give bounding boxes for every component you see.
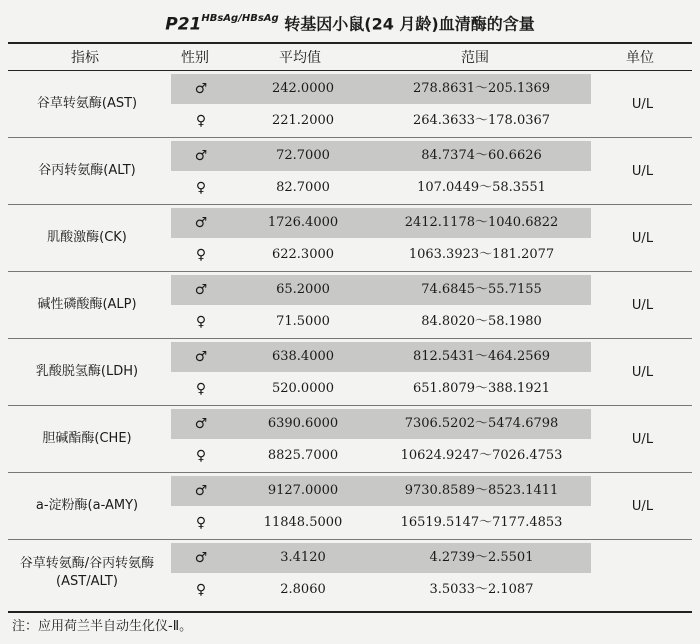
female-row bbox=[171, 507, 591, 539]
header-indicator: 指标 bbox=[71, 50, 99, 66]
average-value: 11848.5000 bbox=[263, 515, 343, 530]
range-value: 107.0449～58.3551 bbox=[417, 180, 546, 195]
unit-cell: U/L bbox=[631, 364, 654, 380]
header-sex: 性别 bbox=[181, 50, 209, 66]
table-row-group bbox=[8, 474, 692, 540]
indicator-name: 肌酸激酶(CK) bbox=[47, 230, 127, 245]
footnote: 注：应用荷兰半自动生化仪-Ⅱ。 bbox=[12, 619, 193, 634]
male-symbol-icon: ♂ bbox=[194, 550, 208, 566]
female-symbol-icon: ♀ bbox=[195, 582, 207, 598]
header-average: 平均值 bbox=[279, 50, 321, 66]
range-value: 9730.8589～8523.1411 bbox=[404, 483, 559, 498]
header-range: 范围 bbox=[461, 50, 489, 66]
female-row bbox=[171, 172, 591, 204]
row-divider bbox=[8, 539, 692, 540]
range-value: 74.6845～55.7155 bbox=[421, 282, 542, 297]
average-value: 6390.6000 bbox=[267, 416, 339, 431]
table-row-group bbox=[8, 541, 692, 607]
indicator-name: 谷草转氨酶(AST) bbox=[36, 96, 138, 111]
indicator-name: 乳酸脱氢酶(LDH) bbox=[35, 364, 139, 379]
average-value: 71.5000 bbox=[276, 314, 330, 329]
average-value: 2.8060 bbox=[280, 582, 326, 597]
female-row bbox=[171, 306, 591, 338]
row-divider bbox=[8, 271, 692, 272]
bottom-rule bbox=[8, 611, 692, 613]
table-row-group bbox=[8, 340, 692, 406]
average-value: 242.0000 bbox=[271, 81, 335, 96]
female-row bbox=[171, 239, 591, 271]
unit-cell: U/L bbox=[631, 431, 654, 447]
average-value: 3.4120 bbox=[280, 550, 326, 565]
male-symbol-icon: ♂ bbox=[194, 349, 208, 365]
row-divider bbox=[8, 405, 692, 406]
table-row-group bbox=[8, 407, 692, 473]
female-symbol-icon: ♀ bbox=[195, 314, 207, 330]
table-row-group bbox=[8, 139, 692, 205]
header-unit: 单位 bbox=[626, 50, 654, 66]
range-value: 84.7374～60.6626 bbox=[421, 148, 542, 163]
title-text: 转基因小鼠(24 月龄)血清酶的含量 bbox=[284, 14, 535, 34]
female-symbol-icon: ♀ bbox=[195, 113, 207, 129]
table-row-group bbox=[8, 72, 692, 138]
range-value: 3.5033～2.1087 bbox=[429, 582, 534, 597]
average-value: 82.7000 bbox=[276, 180, 330, 195]
gene-symbol: P21 bbox=[165, 14, 202, 35]
table-row-group bbox=[8, 206, 692, 272]
female-symbol-icon: ♀ bbox=[195, 180, 207, 196]
female-symbol-icon: ♀ bbox=[195, 515, 207, 531]
male-row bbox=[171, 475, 591, 507]
average-value: 221.2000 bbox=[271, 113, 335, 128]
range-value: 1063.3923～181.2077 bbox=[408, 247, 555, 262]
range-value: 4.2739～2.5501 bbox=[429, 550, 534, 565]
average-value: 622.3000 bbox=[271, 247, 335, 262]
table-title bbox=[0, 6, 700, 36]
indicator-name: 胆碱酯酶(CHE) bbox=[42, 431, 132, 446]
indicator-name: 碱性磷酸酶(ALP) bbox=[37, 297, 137, 312]
gene-superscript: HBsAg/HBsAg bbox=[201, 13, 279, 24]
unit-cell: U/L bbox=[631, 297, 654, 313]
range-value: 16519.5147～7177.4853 bbox=[400, 515, 563, 530]
unit-cell: U/L bbox=[631, 163, 654, 179]
range-value: 812.5431～464.2569 bbox=[412, 349, 551, 364]
female-symbol-icon: ♀ bbox=[195, 448, 207, 464]
male-symbol-icon: ♂ bbox=[194, 483, 208, 499]
male-row bbox=[171, 140, 591, 172]
range-value: 264.3633～178.0367 bbox=[412, 113, 551, 128]
indicator-name: 谷草转氨酶/谷丙转氨酶 (AST/ALT) bbox=[19, 556, 155, 589]
unit-cell: U/L bbox=[631, 96, 654, 112]
average-value: 72.7000 bbox=[276, 148, 330, 163]
unit-cell: U/L bbox=[631, 498, 654, 514]
row-divider bbox=[8, 472, 692, 473]
male-symbol-icon: ♂ bbox=[194, 282, 208, 298]
average-value: 9127.0000 bbox=[267, 483, 339, 498]
female-symbol-icon: ♀ bbox=[195, 381, 207, 397]
range-value: 7306.5202～5474.6798 bbox=[404, 416, 559, 431]
row-divider bbox=[8, 204, 692, 205]
indicator-name: a-淀粉酶(a-AMY) bbox=[35, 498, 139, 513]
row-divider bbox=[8, 137, 692, 138]
female-row bbox=[171, 373, 591, 405]
average-value: 520.0000 bbox=[271, 381, 335, 396]
average-value: 1726.4000 bbox=[267, 215, 339, 230]
header-rule bbox=[8, 70, 692, 71]
range-value: 10624.9247～7026.4753 bbox=[400, 448, 563, 463]
top-rule bbox=[8, 42, 692, 44]
unit-cell bbox=[593, 541, 692, 605]
female-row bbox=[171, 574, 591, 606]
range-value: 278.8631～205.1369 bbox=[412, 81, 551, 96]
unit-cell: U/L bbox=[631, 230, 654, 246]
range-value: 2412.1178～1040.6822 bbox=[404, 215, 559, 230]
range-value: 651.8079～388.1921 bbox=[412, 381, 551, 396]
table-row-group bbox=[8, 273, 692, 339]
female-row bbox=[171, 440, 591, 472]
average-value: 65.2000 bbox=[276, 282, 330, 297]
average-value: 8825.7000 bbox=[267, 448, 339, 463]
row-divider bbox=[8, 338, 692, 339]
male-row bbox=[171, 73, 591, 105]
female-symbol-icon: ♀ bbox=[195, 247, 207, 263]
male-row bbox=[171, 207, 591, 239]
male-symbol-icon: ♂ bbox=[194, 148, 208, 164]
male-row bbox=[171, 408, 591, 440]
male-row bbox=[171, 341, 591, 373]
male-row bbox=[171, 274, 591, 306]
male-symbol-icon: ♂ bbox=[194, 416, 208, 432]
average-value: 638.4000 bbox=[271, 349, 335, 364]
female-row bbox=[171, 105, 591, 137]
male-symbol-icon: ♂ bbox=[194, 215, 208, 231]
indicator-name: 谷丙转氨酶(ALT) bbox=[38, 163, 136, 178]
male-symbol-icon: ♂ bbox=[194, 81, 208, 97]
male-row bbox=[171, 542, 591, 574]
range-value: 84.8020～58.1980 bbox=[421, 314, 542, 329]
